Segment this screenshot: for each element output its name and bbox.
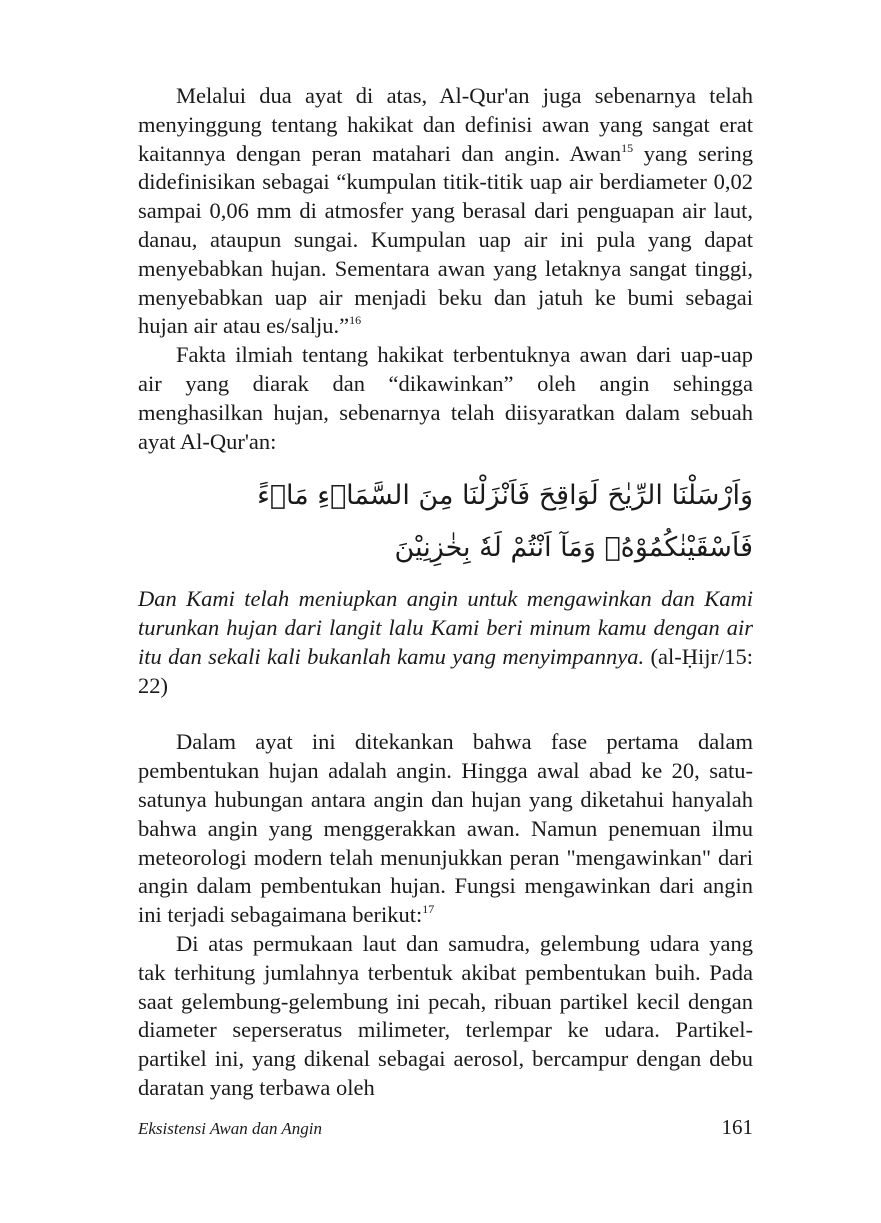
- footnote-marker[interactable]: 16: [349, 313, 362, 328]
- paragraph-text: yang sering didefinisikan sebagai “kumpulan titik-titik uap air berdiameter 0,02 sampai 0,06 mm di atmosfer yang berasal dari penguapan air laut, danau, ataupun sungai. Kumpulan uap air ini pula yang dapat menyebabkan hujan. Sementara awan yang letaknya sangat tinggi, menyebabkan uap air menjadi beku dan jatuh ke bumi sebagai hujan air atau es/salju.”: [138, 140, 753, 339]
- paragraph-text: Fakta ilmiah tentang hakikat terbentuknya awan dari uap-uap air yang diarak dan “dikawinkan” oleh angin sehingga menghasilkan hujan, sebenarnya telah diisyaratkan dalam sebuah ayat Al-Qur'an:: [138, 342, 753, 454]
- paragraph-p1: [138, 82, 753, 341]
- running-title: Eksistensi Awan dan Angin: [138, 1119, 323, 1138]
- spacer: [138, 700, 753, 728]
- page-number: 161: [721, 1115, 753, 1139]
- paragraphs-bottom: [138, 728, 753, 1102]
- page-footer: [138, 1115, 753, 1140]
- footnote-marker[interactable]: 17: [422, 902, 435, 917]
- paragraph-text: Dalam ayat ini ditekankan bahwa fase pertama dalam pembentukan hujan adalah angin. Hingga awal abad ke 20, satu-satunya hubungan antara angin dan hujan yang diketahui hanyalah bahwa angin yang menggerakkan awan. Namun penemuan ilmu meteorologi modern telah menunjukkan peran "mengawinkan" dari angin dalam pembentukan hujan. Fungsi mengawinkan dari angin ini terjadi sebagaimana berikut:: [138, 729, 753, 928]
- paragraph-p3: [138, 728, 753, 930]
- footnote-marker[interactable]: 15: [621, 140, 634, 155]
- paragraph-text: Melalui dua ayat di atas, Al-Qur'an juga sebenarnya telah menyinggung tentang hakikat dan definisi awan yang sangat erat kaitannya dengan peran matahari dan angin. Awan: [138, 83, 753, 166]
- paragraphs-top: [138, 82, 753, 456]
- arabic-verse: وَاَرْسَلْنَا الرِّيٰحَ لَوَاقِحَ فَاَنْزَلْنَا مِنَ السَّمَاۤءِ مَاۤءً فَاَسْقَيْنٰكُمُوْهُۚ وَمَآ اَنْتُمْ لَهٗ بِخٰزِنِيْنَ: [257, 480, 753, 564]
- verse-translation: [138, 584, 753, 700]
- verse-reference: (al-Ḥijr/15: 22): [138, 644, 753, 699]
- paragraph-p2: [138, 341, 753, 456]
- page-body: [138, 82, 753, 1103]
- paragraph-p4: [138, 930, 753, 1103]
- paragraph-text: Di atas permukaan laut dan samudra, gelembung udara yang tak terhitung jumlahnya terbentuk akibat pembentukan buih. Pada saat gelembung-gelembung ini pecah, ribuan partikel kecil dengan diameter seperseratus milimeter, terlempar ke udara. Partikel-partikel ini, yang dikenal sebagai aerosol, bercampur dengan debu daratan yang terbawa oleh: [138, 930, 753, 1100]
- translation-text: Dan Kami telah meniupkan angin untuk mengawinkan dan Kami turunkan hujan dari langit lalu Kami beri minum kamu dengan air itu dan sekali kali bukanlah kamu yang menyimpannya.: [138, 586, 753, 670]
